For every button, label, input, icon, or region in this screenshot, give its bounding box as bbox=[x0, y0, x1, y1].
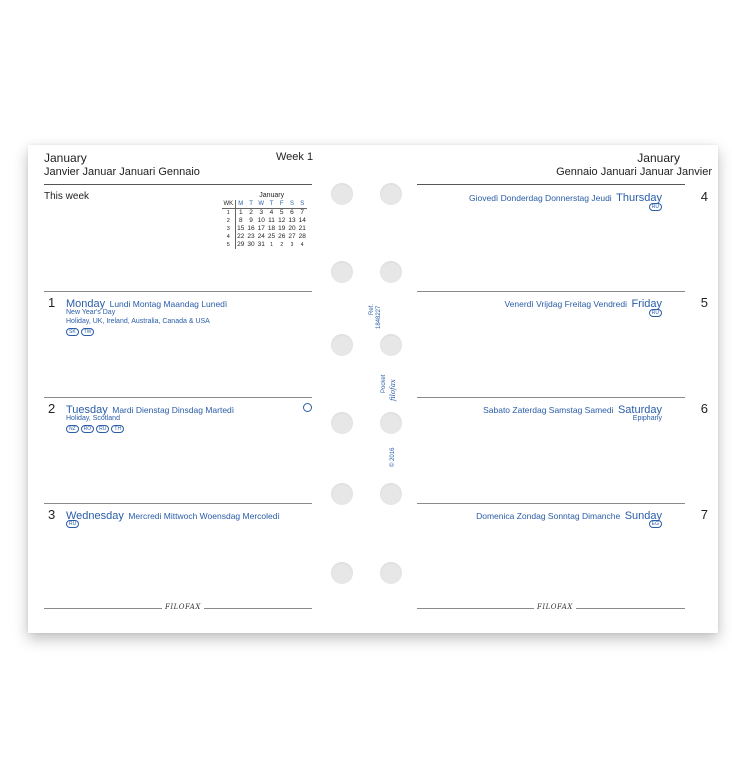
ring-hole bbox=[331, 483, 353, 505]
mini-cal-day: 18 bbox=[267, 225, 276, 232]
mini-cal-day: 16 bbox=[247, 225, 255, 232]
mini-cal-day: 22 bbox=[237, 233, 245, 240]
ring-hole bbox=[331, 562, 353, 584]
mini-cal-wk: 4 bbox=[222, 233, 235, 241]
right-brand-logo: FILOFAX bbox=[534, 603, 576, 611]
day-5-names: Venerdì Vrijdag Freitag Vendredi bbox=[504, 299, 627, 309]
day-2-badges bbox=[66, 425, 124, 433]
mini-cal-header-sat: S bbox=[287, 200, 297, 209]
ring-hole bbox=[380, 483, 402, 505]
day-3-number: 3 bbox=[48, 507, 56, 522]
day-1-names: Lundi Montag Maandag Lunedì bbox=[109, 299, 228, 309]
mini-cal-day: 20 bbox=[288, 225, 296, 232]
right-month-title: January bbox=[637, 151, 680, 165]
mini-cal-day: 25 bbox=[267, 233, 276, 240]
ring-hole bbox=[380, 562, 402, 584]
size-label: Pocket bbox=[381, 374, 387, 393]
mini-cal-day: 31 bbox=[257, 241, 265, 248]
mini-cal-header-thu: T bbox=[266, 200, 276, 209]
day-7-rule bbox=[417, 503, 685, 504]
country-badge: TW bbox=[81, 328, 95, 336]
day-5-name: Friday bbox=[631, 298, 662, 310]
mini-cal-day: 2 bbox=[280, 242, 284, 248]
mini-cal-day: 4 bbox=[269, 209, 274, 216]
left-month-title: January bbox=[44, 151, 87, 165]
mini-cal-row bbox=[222, 217, 307, 225]
day-1-note-detail: Holiday, UK, Ireland, Australia, Canada & USA bbox=[66, 318, 210, 325]
day-7-number: 7 bbox=[700, 507, 708, 522]
day-4-badges bbox=[649, 203, 662, 211]
country-badge: RO bbox=[81, 425, 95, 433]
mini-cal-wk: 5 bbox=[222, 241, 235, 249]
mini-cal-header-wed: W bbox=[256, 200, 266, 209]
copyright: © 2016 bbox=[390, 447, 396, 467]
country-badge: RU bbox=[649, 203, 662, 211]
day-5-header bbox=[504, 294, 662, 312]
mini-cal-day: 14 bbox=[298, 217, 306, 224]
day-2-name: Tuesday bbox=[66, 404, 108, 416]
mini-cal-day: 24 bbox=[257, 233, 265, 240]
mini-cal-day: 13 bbox=[288, 217, 296, 224]
mini-cal-header-wk: WK bbox=[223, 201, 234, 207]
mini-calendar-month: January bbox=[259, 192, 285, 199]
mini-cal-day: 11 bbox=[268, 217, 275, 224]
mini-cal-day: 26 bbox=[278, 233, 286, 240]
mini-cal-day: 3 bbox=[259, 209, 264, 216]
mini-cal-day: 29 bbox=[237, 241, 245, 248]
day-1-note-holiday: New Year's Day bbox=[66, 309, 116, 316]
ring-hole bbox=[331, 334, 353, 356]
day-2-rule bbox=[44, 397, 312, 398]
mini-cal-day: 1 bbox=[238, 209, 243, 216]
day-2-names: Mardi Dienstag Dinsdag Martedì bbox=[112, 405, 235, 415]
ring-hole bbox=[331, 183, 353, 205]
day-2-number: 2 bbox=[48, 401, 56, 416]
mini-cal-row bbox=[222, 233, 307, 241]
day-3-names: Mercredi Mittwoch Woensdag Mercoledì bbox=[128, 511, 280, 521]
day-6-note-holiday: Epiphany bbox=[632, 415, 662, 422]
country-badge: RU bbox=[66, 520, 79, 528]
day-1-rule bbox=[44, 291, 312, 292]
mini-cal-day: 5 bbox=[279, 209, 284, 216]
mini-cal-day: 21 bbox=[298, 225, 306, 232]
mini-cal-day: 4 bbox=[300, 242, 304, 248]
ring-hole bbox=[331, 412, 353, 434]
day-6-number: 6 bbox=[700, 401, 708, 416]
country-badge: TH bbox=[111, 425, 124, 433]
mini-cal-row bbox=[222, 225, 307, 233]
mini-cal-day: 12 bbox=[278, 217, 286, 224]
ring-hole bbox=[380, 183, 402, 205]
day-4-names: Giovedì Donderdag Donnerstag Jeudi bbox=[468, 193, 612, 203]
day-7-header bbox=[476, 506, 662, 524]
day-2-note-holiday: Holiday, Scotland bbox=[66, 415, 120, 422]
day-3-header bbox=[66, 506, 280, 524]
day-5-number: 5 bbox=[700, 295, 708, 310]
mini-cal-day: 15 bbox=[237, 225, 245, 232]
mini-cal-header-sun: S bbox=[297, 200, 307, 209]
mini-cal-day: 8 bbox=[238, 217, 243, 224]
day-5-badges bbox=[649, 309, 662, 317]
week-number: Week 1 bbox=[276, 151, 314, 163]
country-badge: RU bbox=[96, 425, 109, 433]
mini-cal-day: 3 bbox=[290, 242, 294, 248]
ring-hole bbox=[331, 261, 353, 283]
country-badge: EG bbox=[649, 520, 662, 528]
day-3-name: Wednesday bbox=[66, 510, 124, 522]
mini-calendar bbox=[222, 191, 307, 249]
day-4-name: Thursday bbox=[616, 192, 662, 204]
ref-label: Ref. bbox=[369, 303, 375, 315]
mini-cal-day: 9 bbox=[249, 217, 253, 224]
day-4-number: 4 bbox=[700, 189, 708, 204]
day-6-names: Sabato Zaterdag Samstag Samedi bbox=[483, 405, 614, 415]
mini-cal-day: 30 bbox=[247, 241, 255, 248]
day-4-header bbox=[469, 188, 662, 206]
day-6-rule bbox=[417, 397, 685, 398]
day-1-number: 1 bbox=[48, 295, 56, 310]
ring-hole bbox=[380, 334, 402, 356]
mini-cal-day: 2 bbox=[249, 209, 253, 216]
ref-code: 1848227 bbox=[376, 305, 382, 329]
day-6-name: Saturday bbox=[617, 404, 662, 416]
mini-cal-day: 10 bbox=[257, 217, 265, 224]
mini-cal-wk: 1 bbox=[222, 209, 235, 218]
right-header-rule bbox=[417, 184, 685, 185]
left-month-languages: Janvier Januar Januari Gennaio bbox=[44, 166, 200, 178]
mini-cal-day: 23 bbox=[247, 233, 255, 240]
this-week-label: This week bbox=[44, 191, 90, 202]
right-month-languages: Gennaio Januari Januar Janvier bbox=[556, 166, 712, 178]
ring-hole bbox=[380, 412, 402, 434]
mini-cal-day: 6 bbox=[290, 209, 294, 216]
diary-sheet bbox=[28, 145, 718, 633]
mini-cal-row bbox=[222, 209, 307, 218]
left-header-rule bbox=[44, 184, 312, 185]
mini-cal-day: 28 bbox=[298, 233, 306, 240]
day-7-names: Domenica Zondag Sonntag Dimanche bbox=[476, 511, 621, 521]
mini-cal-day: 1 bbox=[270, 242, 273, 248]
mini-cal-header-fri: F bbox=[277, 200, 287, 209]
mini-cal-day: 19 bbox=[278, 225, 286, 232]
day-1-name: Monday bbox=[66, 298, 106, 310]
mini-cal-header-tue: T bbox=[246, 200, 256, 209]
mini-cal-day: 17 bbox=[257, 225, 265, 232]
mini-cal-day: 7 bbox=[300, 209, 304, 216]
mini-cal-day: 27 bbox=[288, 233, 296, 240]
left-brand-logo: FILOFAX bbox=[162, 603, 204, 611]
country-badge: SK bbox=[66, 328, 79, 336]
country-badge: NZ bbox=[66, 425, 79, 433]
day-3-rule bbox=[44, 503, 312, 504]
center-brand-logo: filofax bbox=[389, 379, 397, 401]
circle-marker bbox=[303, 403, 312, 412]
mini-cal-wk: 3 bbox=[222, 225, 235, 233]
day-7-name: Sunday bbox=[624, 510, 662, 522]
day-3-badges bbox=[66, 520, 79, 528]
mini-cal-wk: 2 bbox=[222, 217, 235, 225]
day-7-badges bbox=[649, 520, 662, 528]
day-1-badges bbox=[66, 328, 94, 336]
mini-calendar-grid bbox=[222, 200, 307, 249]
ring-hole bbox=[380, 261, 402, 283]
country-badge: RU bbox=[649, 309, 662, 317]
mini-cal-header-mon: M bbox=[235, 200, 246, 209]
day-5-rule bbox=[417, 291, 685, 292]
mini-cal-row bbox=[222, 241, 307, 249]
